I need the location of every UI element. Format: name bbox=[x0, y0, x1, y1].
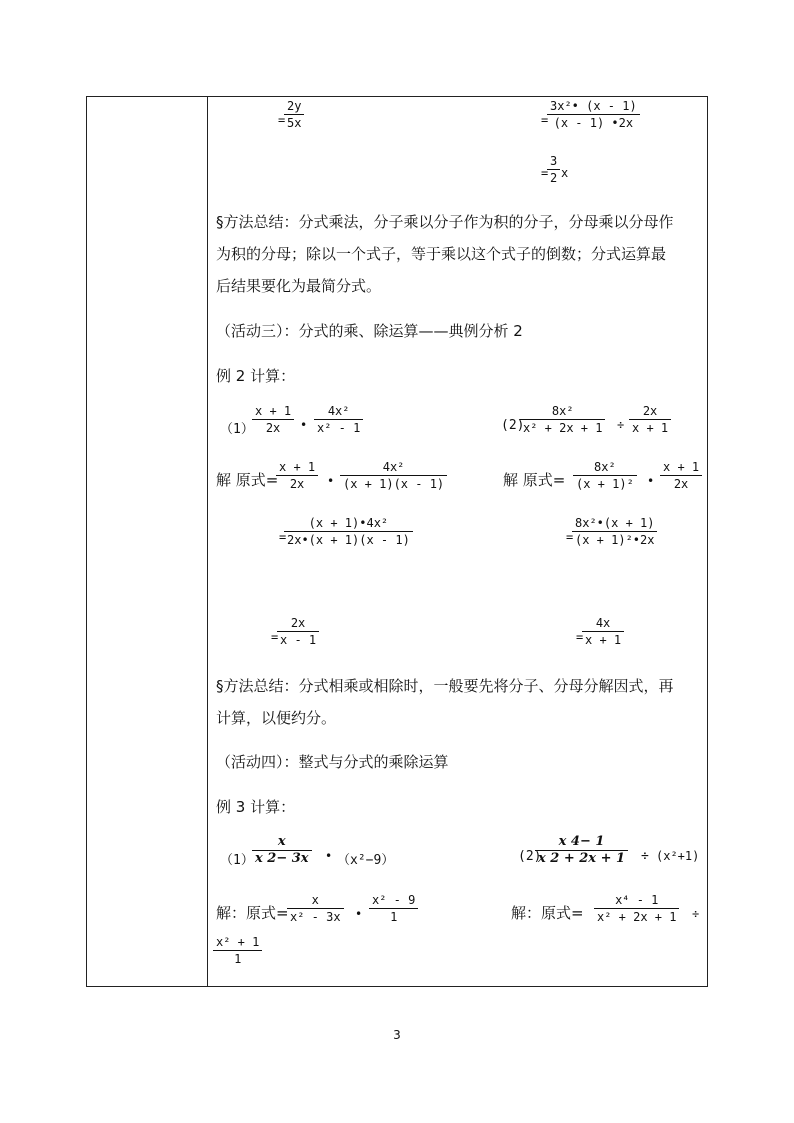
denominator: 2x bbox=[265, 421, 281, 435]
eq-sign: = bbox=[576, 630, 584, 644]
fraction bbox=[369, 892, 418, 925]
numerator: 8x² bbox=[594, 460, 616, 474]
numerator: 2x bbox=[642, 404, 658, 418]
divide-sign: ÷ bbox=[692, 907, 700, 921]
numerator: 4x bbox=[595, 616, 611, 630]
denominator: x - 1 bbox=[280, 633, 317, 647]
page-number: 3 bbox=[393, 1028, 401, 1042]
numerator: x⁴ - 1 bbox=[615, 893, 659, 907]
denominator: 2x bbox=[673, 477, 689, 491]
problem-label: (2) bbox=[518, 849, 542, 864]
problem-label: (2) bbox=[501, 418, 525, 433]
numerator: x bbox=[277, 834, 286, 849]
variable-x: x bbox=[561, 166, 569, 180]
numerator: x + 1 bbox=[663, 460, 700, 474]
fraction bbox=[213, 934, 262, 967]
denominator: x + 1 bbox=[632, 421, 669, 435]
fraction bbox=[252, 834, 312, 867]
fraction bbox=[594, 892, 679, 925]
fraction bbox=[535, 834, 628, 867]
summary-line: §方法总结：分式相乘或相除时，一般要先将分子、分母分解因式，再 bbox=[216, 677, 674, 695]
numerator: 4x² bbox=[327, 404, 350, 418]
numerator: 8x²•(x + 1) bbox=[575, 516, 655, 530]
solution-label: 解 原式= bbox=[503, 471, 566, 489]
numerator: 2y bbox=[287, 99, 302, 113]
fraction bbox=[276, 459, 318, 492]
polynomial-divisor: (x²+1) bbox=[656, 849, 700, 863]
numerator: x + 1 bbox=[255, 404, 292, 418]
denominator: x² + 2x + 1 bbox=[597, 910, 677, 924]
denominator: x 2 + 2x + 1 bbox=[538, 851, 626, 866]
denominator: x 2− 3x bbox=[255, 851, 309, 866]
activity-heading: （活动三）：分式的乘、除运算——典例分析 2 bbox=[216, 322, 523, 340]
solution-label: 解 原式= bbox=[216, 471, 279, 489]
multiply-sign: • bbox=[300, 418, 308, 432]
numerator: x² + 1 bbox=[216, 935, 260, 949]
fraction-3-2 bbox=[547, 153, 560, 186]
denominator: (x + 1)²•2x bbox=[575, 533, 655, 547]
fraction bbox=[520, 403, 605, 436]
eq-sign: = bbox=[271, 630, 279, 644]
numerator: 3 bbox=[550, 154, 558, 168]
fraction-2y-5x bbox=[284, 98, 304, 131]
denominator: 1 bbox=[234, 952, 242, 966]
summary-line: §方法总结：分式乘法，分子乘以分子作为积的分子，分母乘以分母作 bbox=[216, 213, 674, 231]
numerator: 3x²• (x - 1) bbox=[550, 99, 637, 113]
multiply-sign: • bbox=[325, 849, 333, 863]
example-label: 例 3 计算： bbox=[216, 798, 296, 816]
denominator: 1 bbox=[390, 910, 398, 924]
problem-label: （1） bbox=[220, 422, 254, 437]
polynomial-factor: （x²−9） bbox=[337, 853, 395, 868]
multiply-sign: • bbox=[355, 907, 363, 921]
multiply-sign: • bbox=[327, 474, 335, 488]
denominator: x² + 2x + 1 bbox=[523, 421, 603, 435]
solution-label: 解：原式= bbox=[511, 904, 584, 922]
denominator: x² - 3x bbox=[290, 910, 341, 924]
divide-sign: ÷ bbox=[617, 418, 625, 432]
eq-sign: = bbox=[278, 113, 286, 127]
eq-sign: = bbox=[541, 166, 549, 180]
denominator: 2x bbox=[289, 477, 305, 491]
eq-sign: = bbox=[279, 530, 287, 544]
numerator: x 4− 1 bbox=[558, 834, 605, 849]
fraction bbox=[582, 615, 624, 648]
fraction bbox=[252, 403, 294, 436]
denominator: 2x•(x + 1)(x - 1) bbox=[287, 533, 410, 547]
fraction bbox=[572, 515, 657, 548]
summary-line: 为积的分母；除以一个式子，等于乘以这个式子的倒数；分式运算最 bbox=[216, 245, 667, 263]
fraction bbox=[277, 615, 319, 648]
numerator: x bbox=[311, 893, 319, 907]
eq-sign: = bbox=[566, 530, 574, 544]
numerator: 8x² bbox=[551, 404, 574, 418]
numerator: x² - 9 bbox=[372, 893, 416, 907]
denominator: (x - 1) •2x bbox=[553, 116, 634, 130]
fraction bbox=[660, 459, 702, 492]
problem-label: （1） bbox=[220, 853, 254, 868]
multiply-sign: • bbox=[647, 474, 655, 488]
numerator: 2x bbox=[290, 616, 306, 630]
divide-sign: ÷ bbox=[641, 849, 649, 864]
denominator: 5x bbox=[287, 116, 302, 130]
denominator: x² - 1 bbox=[317, 421, 361, 435]
column-divider bbox=[207, 97, 208, 986]
fraction bbox=[314, 403, 363, 436]
numerator: (x + 1)•4x² bbox=[308, 516, 389, 530]
denominator: 2 bbox=[550, 171, 558, 185]
example-label: 例 2 计算： bbox=[216, 367, 296, 385]
fraction bbox=[629, 403, 671, 436]
fraction bbox=[287, 892, 344, 925]
fraction bbox=[340, 459, 447, 492]
summary-line: 计算，以便约分。 bbox=[216, 709, 337, 727]
solution-label: 解：原式= bbox=[216, 904, 289, 922]
summary-line: 后结果要化为最简分式。 bbox=[216, 277, 382, 295]
numerator: x + 1 bbox=[279, 460, 316, 474]
numerator: 4x² bbox=[382, 460, 405, 474]
activity-heading: （活动四）：整式与分式的乘除运算 bbox=[216, 753, 449, 771]
denominator: (x + 1)² bbox=[576, 477, 634, 491]
fraction-step bbox=[547, 98, 640, 131]
denominator: (x + 1)(x - 1) bbox=[343, 477, 445, 491]
fraction bbox=[284, 515, 413, 548]
fraction bbox=[573, 459, 637, 492]
eq-sign: = bbox=[541, 113, 549, 127]
denominator: x + 1 bbox=[585, 633, 622, 647]
